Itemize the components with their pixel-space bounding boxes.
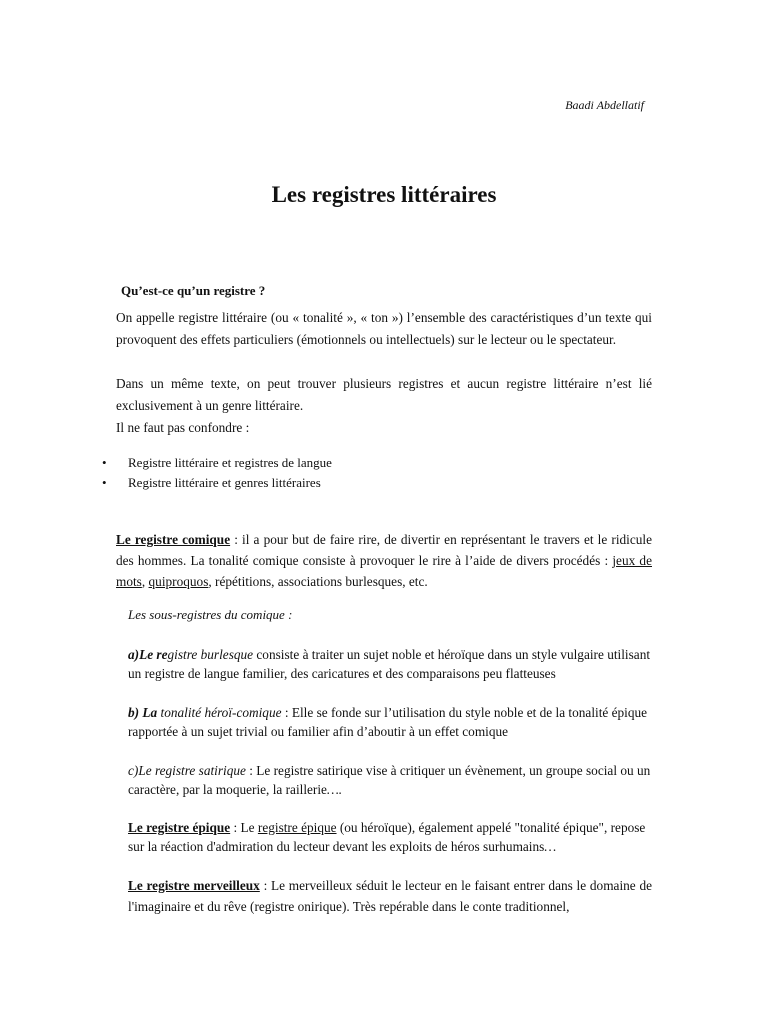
paragraph-registre-satirique: c)Le registre satirique : Le registre satirique vise à critiquer un évènement, un groupe social ou un caractère, par la moquerie, la raillerie…. xyxy=(128,763,651,797)
paragraph-multiple-registers: Dans un même texte, on peut trouver plusieurs registres et aucun registre littéraire n’est lié exclusivement à un genre littéraire. xyxy=(116,376,652,413)
term-registre-epique: Le registre épique xyxy=(128,820,231,835)
author-name: Baadi Abdellatif xyxy=(565,98,644,112)
term-registre-satirique: c)Le registre satirique xyxy=(128,763,246,778)
term-registre-burlesque: gistre burlesque xyxy=(167,647,254,662)
list-item: • Registre littéraire et registres de langue xyxy=(100,453,640,473)
bullet-icon: • xyxy=(102,455,107,470)
term-registre-comique: Le registre comique xyxy=(116,532,231,547)
paragraph-registre-comique: Le registre comique : il a pour but de faire rire, de divertir en représentant le travers et le ridicule des hommes. La tonalité comique consiste à provoquer le rire à l’aide de divers procédés : jeux de mots, quiproquos, répétitions, associations burlesques, etc. xyxy=(116,532,652,589)
document-title: Les registres littéraires xyxy=(271,182,497,207)
term-registre-merveilleux: Le registre merveilleux xyxy=(128,878,260,893)
list-item: • Registre littéraire et genres littéraires xyxy=(100,473,640,493)
section-heading-question: Qu’est-ce qu’un registre ? xyxy=(121,283,266,298)
bullet-list xyxy=(100,453,640,493)
paragraph-do-not-confuse: Il ne faut pas confondre : xyxy=(116,420,250,435)
paragraph-registre-merveilleux: Le registre merveilleux : Le merveilleux séduit le lecteur en le faisant entrer dans le domaine de l'imaginaire et du rêve (registre onirique). Très repérable dans le conte traditionnel, xyxy=(128,878,652,914)
bullet-icon: • xyxy=(102,475,107,490)
paragraph-registre-epique: Le registre épique : Le registre épique (ou héroïque), également appelé "tonalité épique", repose sur la réaction d'admiration du lecteur devant les exploits de héros surhumains… xyxy=(128,820,646,854)
link-registre-epique[interactable]: registre épique xyxy=(257,820,337,835)
paragraph-registre-burlesque: a)Le registre burlesque consiste à traiter un sujet noble et héroïque dans un style vulgaire utilisant un registre de langue familier, des caricatures et des comparaisons peu flatteuses xyxy=(128,647,651,681)
paragraph-definition: On appelle registre littéraire (ou « tonalité », « ton ») l’ensemble des caractéristiques d’un texte qui provoquent des effets particuliers (émotionnels ou intellectuels) sur le lecteur ou le spectateur. xyxy=(116,310,652,347)
paragraph-tonalite-heroi-comique: b) La tonalité héroï-comique : Elle se fonde sur l’utilisation du style noble et de la tonalité épique rapportée à un sujet trivial ou familier afin d’aboutir à un effet comique xyxy=(128,705,648,739)
subheading-sous-registres: Les sous-registres du comique : xyxy=(128,607,293,622)
link-jeux-de-mots[interactable]: jeux de mots xyxy=(116,553,652,589)
link-quiproquos[interactable]: quiproquos xyxy=(148,574,209,589)
term-tonalite-heroi-comique: tonalité héroï-comique xyxy=(157,705,282,720)
